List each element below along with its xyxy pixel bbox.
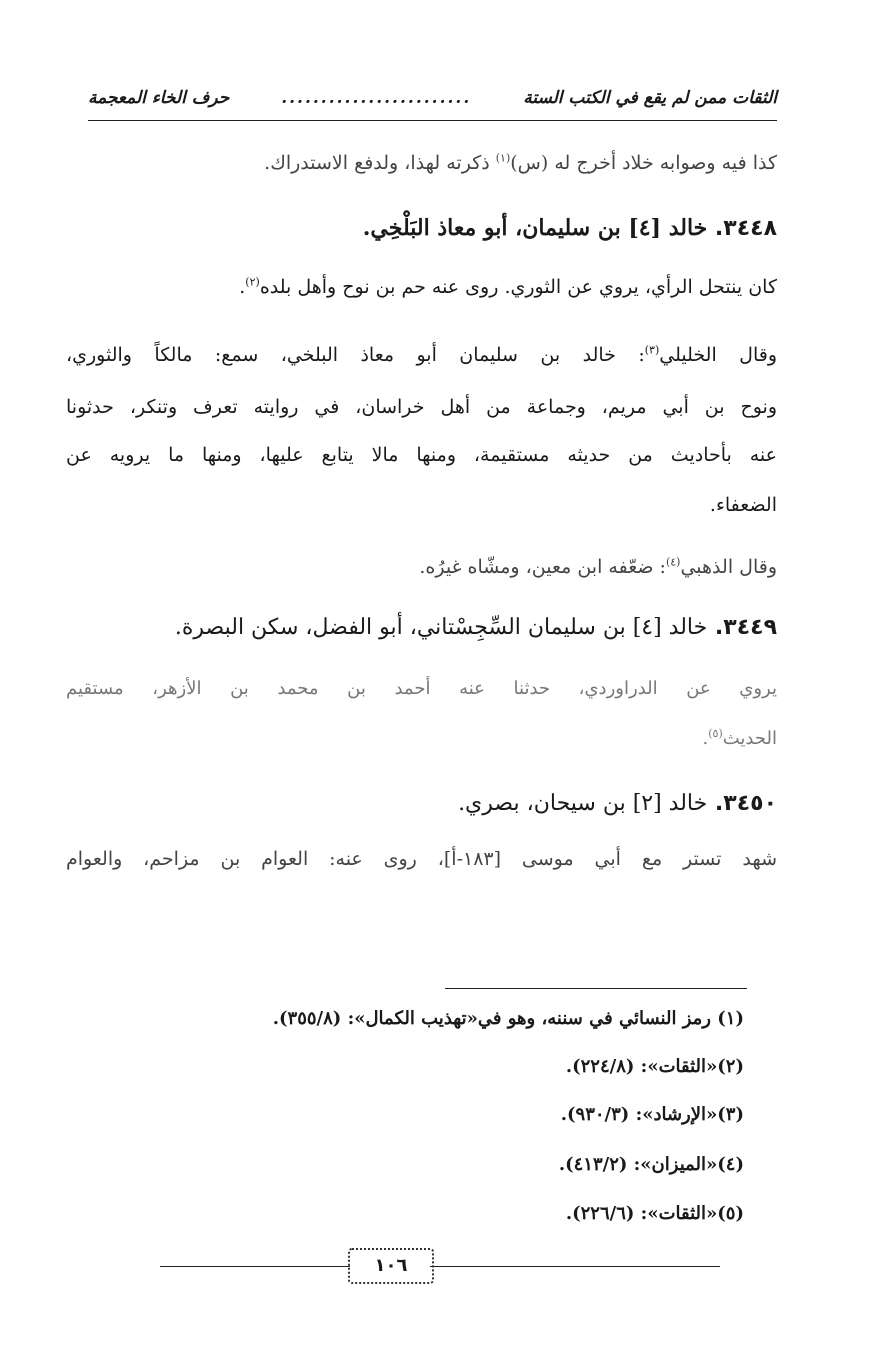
paragraph-line: الضعفاء. — [709, 494, 777, 516]
continuation-line: كذا فيه وصوابه خلاد أخرج له (س)$^{(١)}$ ذكرته لهذا، ولدفع الاستدراك. — [264, 151, 777, 174]
header-section-title: حرف الخاء المعجمة — [88, 88, 230, 108]
footnote-ref-5[interactable]: (٥) — [708, 727, 723, 740]
paragraph-line: ونوح بن أبي مريم، وجماعة من أهل خراسان، في روايته تعرف وتنكر، حدثونا — [66, 396, 777, 418]
entry-heading-3450 — [66, 790, 777, 817]
footnote-ref-1[interactable]: (١) — [495, 151, 511, 165]
entry-title: خالد [٢] بن سيحان، بصري. — [458, 791, 708, 816]
header-leader-dots: ........................ — [281, 88, 472, 108]
paragraph-line: يروي عن الدراوردي، حدثنا عنه أحمد بن محمد بن الأزهر، مستقيم — [66, 678, 777, 699]
footnote-ref-4[interactable]: (٤) — [665, 555, 681, 569]
footer-rule-left — [160, 1266, 350, 1267]
entry-title: خالد [٤] بن سليمان السِّجِسْتاني، أبو الفضل، سكن البصرة. — [174, 615, 708, 640]
footnote-ref-3[interactable]: (٣) — [644, 343, 660, 357]
header-book-title: الثقات ممن لم يقع في الكتب الستة — [523, 88, 777, 108]
footnote-1: (١) رمز النسائي في سننه، وهو في«تهذيب الكمال»: (٣٥٥/٨). — [272, 1008, 744, 1029]
footnote-4: (٤)«الميزان»: (٤١٣/٢). — [558, 1154, 744, 1175]
running-header — [88, 88, 777, 108]
entry-heading-3448 — [66, 215, 777, 242]
entry-heading-3449 — [66, 614, 777, 641]
paragraph-line: كان ينتحل الرأي، يروي عن الثوري. روى عنه حم بن نوح وأهل بلده$^{(٢)}$. — [239, 275, 777, 298]
footnote-5: (٥)«الثقات»: (٢٢٦/٦). — [565, 1203, 744, 1224]
paragraph-line: وقال الخليلي$^{(٣)}$: خالد بن سليمان أبو معاذ البلخي، سمع: مالكاً والثوري، — [66, 343, 777, 366]
paragraph-line: شهد تستر مع أبي موسى [١٨٣-أ]، روى عنه: العوام بن مزاحم، والعوام — [66, 848, 777, 870]
footnote-3: (٣)«الإرشاد»: (٩٣٠/٣). — [560, 1104, 744, 1125]
page-number: ١٠٦ — [348, 1248, 434, 1284]
footnote-separator — [445, 988, 747, 989]
entry-number: ٣٤٤٩. — [714, 615, 777, 640]
paragraph-line: وقال الذهبي$^{(٤)}$: ضعّفه ابن معين، ومشّاه غيرُه. — [419, 555, 777, 578]
entry-number: ٣٤٥٠. — [714, 791, 777, 816]
footnote-2: (٢)«الثقات»: (٢٢٤/٨). — [565, 1056, 744, 1077]
entry-title: خالد [٤] بن سليمان، أبو معاذ البَلْخِي. — [362, 215, 708, 241]
header-rule — [88, 120, 777, 121]
paragraph-line: عنه بأحاديث من حديثه مستقيمة، ومنها مالا يتابع عليها، ومنها ما يرويه عن — [66, 444, 777, 466]
footer-rule-right — [430, 1266, 720, 1267]
paragraph-line: الحديث$^{(٥)}$. — [702, 727, 777, 749]
page-footer — [160, 1247, 720, 1277]
entry-number: ٣٤٤٨. — [714, 216, 777, 241]
footnote-ref-2[interactable]: (٢) — [245, 275, 260, 289]
